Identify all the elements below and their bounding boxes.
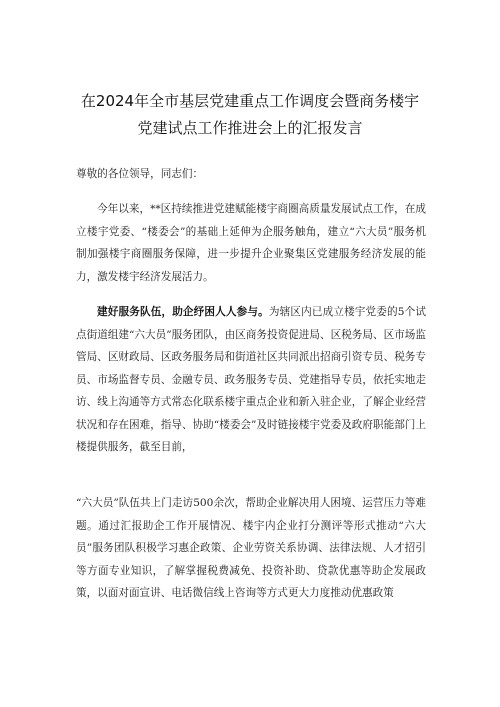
paragraph-intro: 今年以来，**区持续推进党建赋能楼宇商圈高质量发展试点工作，在成立楼宇党委、“楼委会”的基础上延伸为企服务触角，建立“六大员”服务机制加强楼宇商圈服务保障，进一步提升企业聚集区党建服务经济发展的能力，激发楼宇经济发展活力。 xyxy=(76,203,426,283)
paragraph-heading: 建好服务队伍，助企纾困人人参与。 xyxy=(97,306,269,318)
document-title xyxy=(40,88,460,142)
title-line-2: 党建试点工作推进会上的汇报发言 xyxy=(137,119,363,137)
paragraph-visits: “六大员”队伍共上门走访500余次，帮助企业解决用人困境、运营压力等难题。通过汇报助企工作开展情况、楼宇内企业打分测评等形式推动“六大员”服务团队积极学习惠企政策、企业劳资关系协调、法律法规、人才招引等方面专业知识，了解掌握税费减免、投资补助、贷款优惠等助企发展政策，以面对面宣讲、电话微信线上咨询等方式更大力度推动优惠政策 xyxy=(76,497,426,599)
paragraph-service-team xyxy=(76,301,426,459)
title-line-1: 在2024年全市基层党建重点工作调度会暨商务楼宇 xyxy=(80,92,420,110)
salutation: 尊敬的各位领导，同志们： xyxy=(76,168,204,180)
paragraph-body: 为辖区内已成立楼宇党委的5个试点街道组建“六大员”服务团队，由区商务投资促进局、区税务局、区市场监管局、区财政局、区政务服务局和街道社区共同派出招商引资专员、税务专员、市场监督专员、金融专员、政务服务专员、党建指导专员，依托实地走访、线上沟通等方式常态化联系楼宇重点企业和新入驻企业，了解企业经营状况和存在困难，指导、协助“楼委会”及时链接楼宇党委及政府职能部门上楼提供服务，截至目前， xyxy=(76,306,426,453)
